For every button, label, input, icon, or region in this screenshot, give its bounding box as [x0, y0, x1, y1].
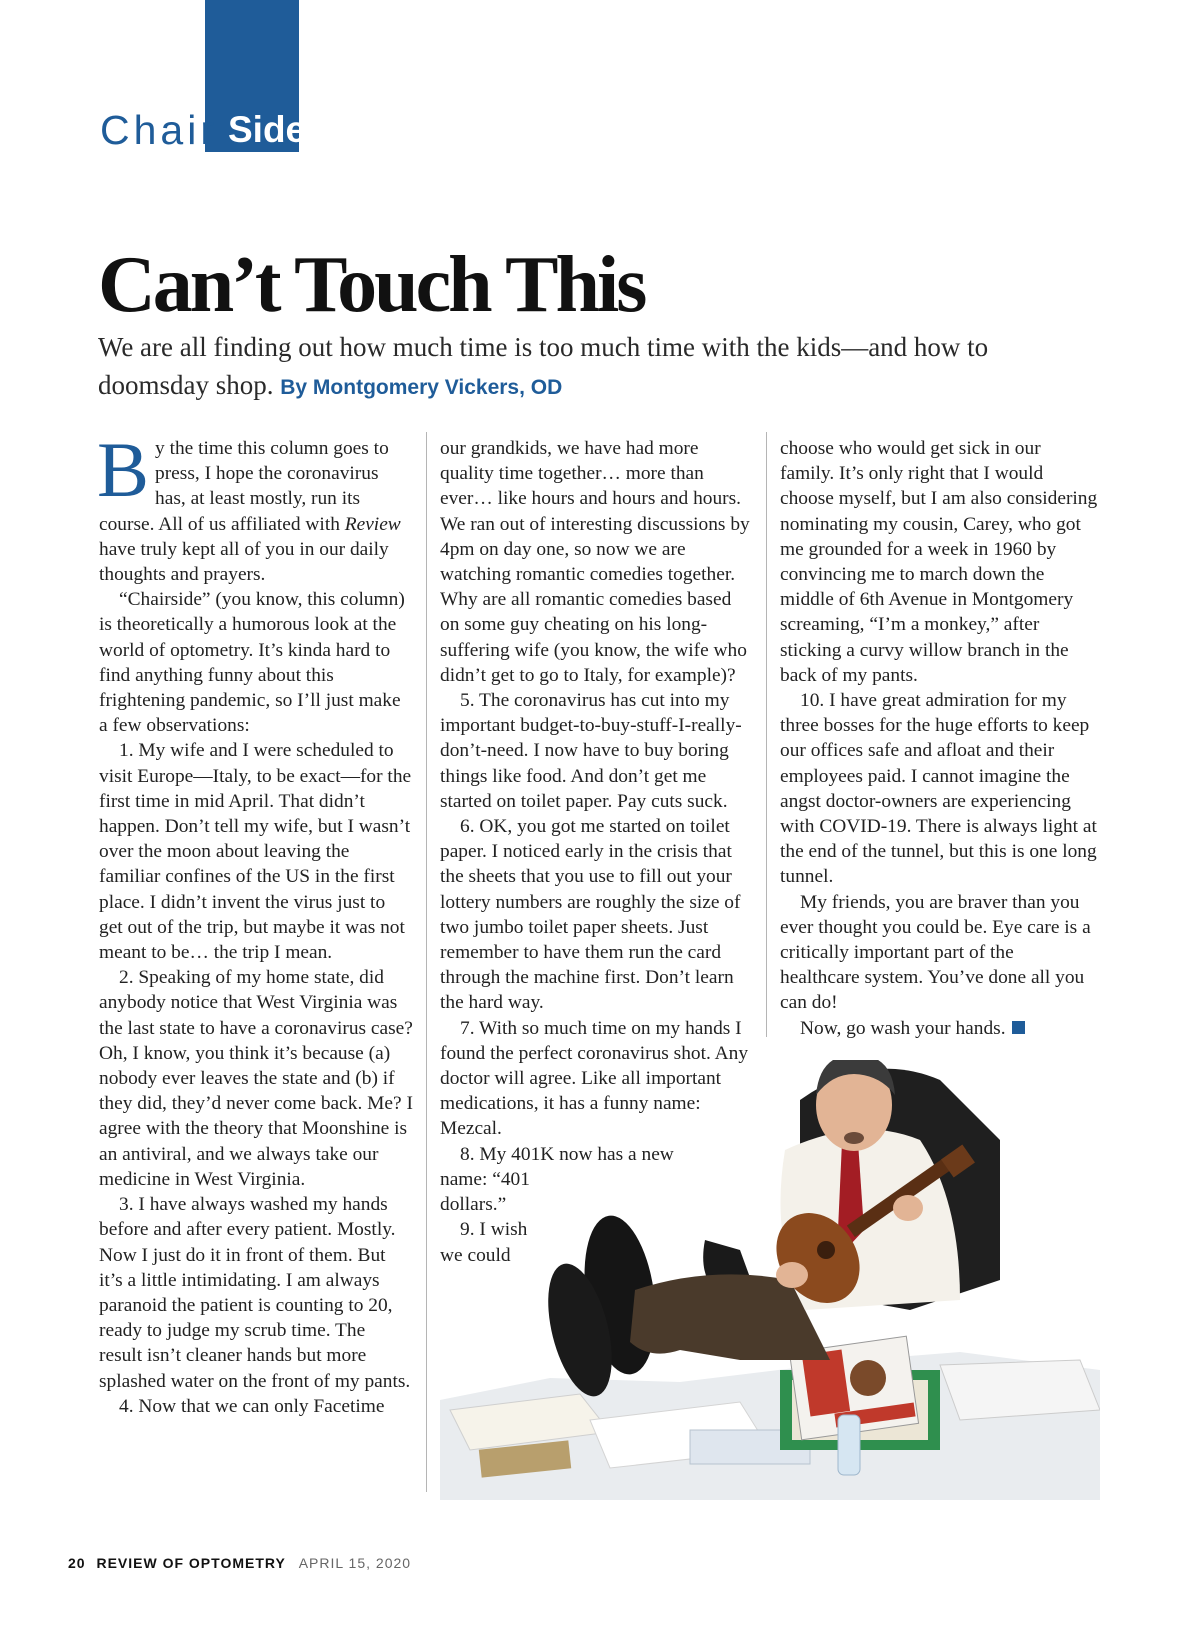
desk-clutter [440, 1352, 1100, 1500]
paragraph: 3. I have always washed my hands before and after every patient. Mostly. Now I just do it in front of them. But it’s a little intimidating. I am always paranoid the patient is counting to 20, ready to judge my scrub time. The result isn’t cleaner hands but more splashed water on the front of my pants. [99, 1194, 411, 1392]
author-photo [440, 1060, 1100, 1500]
paragraph-line: 9. I wish [460, 1219, 528, 1241]
publication-name: Review [344, 513, 401, 535]
drop-cap: B [97, 426, 150, 513]
paragraph: 5. The coronavirus has cut into my important budget-to-buy-stuff-I-really-don’t-need. I now have to buy boring things like food. And don’t get me started on toilet paper. Pay cuts suck. [440, 690, 742, 812]
paragraph [780, 1016, 1098, 1041]
byline: By Montgomery Vickers, OD [280, 376, 563, 399]
paragraph: 2. Speaking of my home state, did anybody notice that West Virginia was the last state to have a coronavirus case? Oh, I know, you think it’s because (a) nobody ever leaves the state and (b) if they did, they’d never come back. Me? I agree with the theory that Moonshine is an antiviral, and we always take our medicine in West Virginia. [99, 967, 413, 1190]
water-bottle [838, 1415, 860, 1475]
paragraph: 1. My wife and I were scheduled to visit Europe—Italy, to be exact—for the first time in mid April. That didn’t happen. Don’t tell my wife, but I wasn’t over the moon about leaving the familiar confines of the US in the first place. I didn’t invent the virus just to get out of the trip, but maybe it was not meant to be… the trip I mean. [99, 740, 412, 964]
paragraph-line: name: “401 [440, 1168, 530, 1190]
paragraph: 7. With so much time on my hands I found the perfect coronavirus shot. Any doctor will agree. Like all important medications, it has a funny name: Mezcal. [440, 1017, 749, 1140]
article-column-3 [780, 436, 1098, 1041]
issue-date: APRIL 15, 2020 [298, 1555, 412, 1571]
page-number: 20 [68, 1555, 86, 1571]
end-mark-icon [1012, 1021, 1025, 1034]
paragraph: “Chairside” (you know, this column) is theoretically a humorous look at the world of optometry. It’s kinda hard to find anything funny about this frightening pandemic, so I’ll just make a few observations: [99, 589, 405, 737]
article-deck [98, 328, 1098, 407]
paragraph: our grandkids, we have had more quality time together… more than ever… like hours and hours and hours. We ran out of interesting discussions by 4pm on day one, so now we are watching romantic comedies together. Why are all romantic comedies based on some guy cheating on his long-suffering wife (you know, the wife who didn’t get to go to Italy, for example)? [440, 438, 750, 686]
paragraph-text: y the time this column goes to press, I hope the coronavirus has, at least mostly, run its course. All of us affiliated with [99, 438, 389, 535]
paragraph: My friends, you are braver than you ever thought you could be. Eye care is a critically important part of the healthcare system. You’ve done all you can do! [780, 891, 1091, 1014]
magazine-name: REVIEW OF OPTOMETRY [96, 1555, 286, 1571]
page-footer [68, 1555, 411, 1571]
paragraph: 6. OK, you got me started on toilet paper. I noticed early in the crisis that the sheets that you use to fill out your lottery numbers are roughly the size of two jumbo toilet paper sheets. Just remember to have them run the card through the machine first. Don’t learn the hard way. [440, 816, 741, 1014]
paragraph: choose who would get sick in our family. It’s only right that I would choose myself, but I am also considering nominating my cousin, Carey, who got me grounded for a week in 1960 by convincing me to march down the middle of 6th Avenue in Montgomery screaming, “I’m a monkey,” after sticking a curvy willow branch in the back of my pants. [780, 438, 1098, 686]
deck-text: We are all finding out how much time is too much time with the kids—and how to doomsday shop. [98, 332, 989, 400]
paragraph: 4. Now that we can only Facetime [119, 1395, 385, 1417]
paragraph-line: dollars.” [440, 1194, 507, 1216]
paragraph-text: Now, go wash your hands. [800, 1017, 1006, 1039]
column-rule [426, 432, 427, 1492]
section-label-chair: Chair [100, 107, 218, 153]
paragraph-line: 8. My 401K now has a new [460, 1143, 674, 1165]
paragraph [97, 426, 413, 587]
column-rule [766, 432, 767, 1037]
paragraph: 10. I have great admiration for my three bosses for the huge efforts to keep our offices safe and afloat and their employees paid. I cannot imagine the angst doctor-owners are experiencing with COVID-19. There is always light at the end of the tunnel, but this is one long tunnel. [780, 690, 1097, 888]
paragraph-line: we could [440, 1244, 511, 1266]
paragraph-text: have truly kept all of you in our daily thoughts and prayers. [99, 538, 389, 586]
section-label-side: Side [227, 109, 307, 150]
article-title: Can’t Touch This [98, 241, 645, 329]
section-label [100, 104, 306, 154]
article-column-1 [97, 426, 413, 1419]
